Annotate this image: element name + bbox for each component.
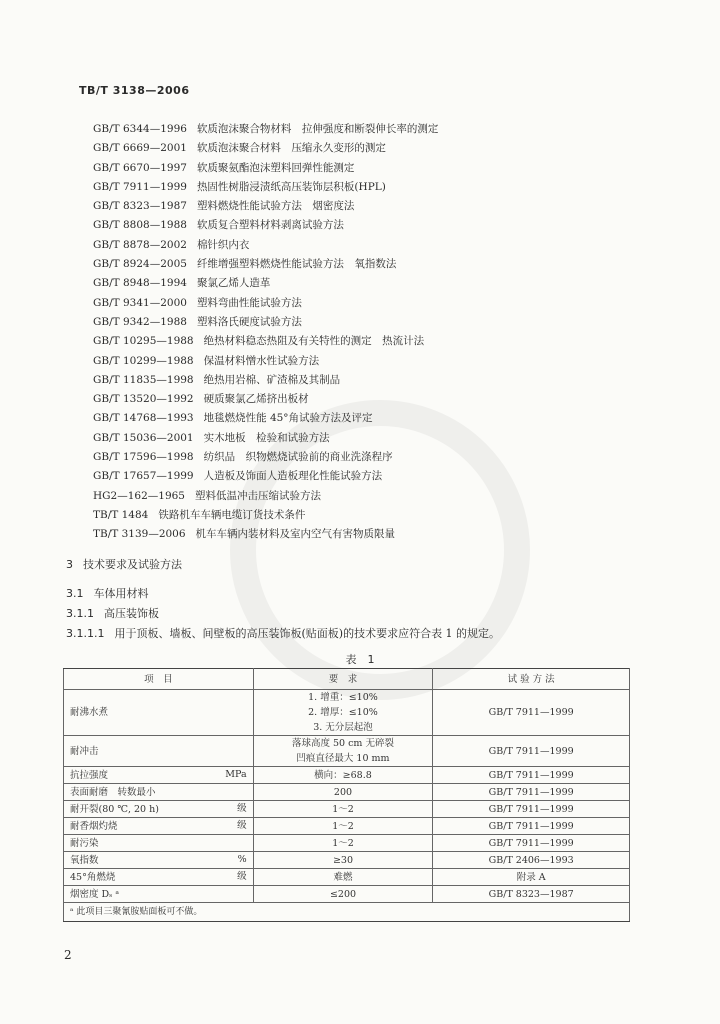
section-number: 3 bbox=[66, 558, 73, 571]
reference-item bbox=[93, 390, 438, 409]
reference-item bbox=[93, 352, 438, 371]
reference-title: 棉针织内衣 bbox=[196, 238, 250, 251]
reference-code: GB/T 14768—1993 bbox=[93, 412, 194, 425]
reference-item bbox=[93, 255, 438, 274]
section-3-1-1-1-paragraph bbox=[66, 625, 500, 641]
item-label: 氧指数 bbox=[70, 854, 99, 866]
reference-code: TB/T 1484 bbox=[93, 508, 149, 521]
reference-item bbox=[93, 236, 438, 255]
paragraph-text: 用于顶板、墙板、间壁板的高压装饰板(贴面板)的技术要求应符合表 1 的规定。 bbox=[114, 627, 501, 640]
reference-item bbox=[93, 294, 438, 313]
requirement-cell bbox=[253, 835, 433, 852]
reference-code: GB/T 9342—1988 bbox=[93, 315, 187, 328]
reference-title: 纺织品 织物燃烧试验前的商业洗涤程序 bbox=[203, 451, 393, 464]
table-row bbox=[64, 852, 630, 869]
section-title: 车体用材料 bbox=[93, 587, 149, 600]
section-3-1-1-heading bbox=[66, 605, 159, 621]
reference-title: 铁路机车车辆电缆订货技术条件 bbox=[158, 508, 306, 521]
item-label: 45°角燃烧 bbox=[70, 871, 116, 883]
reference-item bbox=[93, 525, 438, 544]
item-cell bbox=[64, 767, 254, 784]
method-cell: GB/T 7911—1999 bbox=[433, 767, 630, 784]
item-unit: 级 bbox=[237, 803, 247, 814]
table-row bbox=[64, 801, 630, 818]
reference-title: 硬质聚氯乙烯挤出板材 bbox=[203, 393, 309, 406]
item-cell bbox=[64, 852, 254, 869]
reference-code: GB/T 8924—2005 bbox=[93, 258, 187, 271]
method-cell: GB/T 8323—1987 bbox=[433, 886, 630, 903]
method-cell: GB/T 7911—1999 bbox=[433, 736, 630, 767]
requirement-line: 200 bbox=[333, 786, 353, 798]
method-cell: 附录 A bbox=[433, 869, 630, 886]
item-unit: % bbox=[237, 854, 247, 865]
reference-title: 塑料弯曲性能试验方法 bbox=[196, 296, 302, 309]
reference-title: 软质聚氨酯泡沫塑料回弹性能测定 bbox=[196, 161, 355, 174]
section-number: 3.1.1.1 bbox=[66, 627, 105, 640]
item-cell bbox=[64, 835, 254, 852]
reference-code: TB/T 3139—2006 bbox=[93, 528, 186, 541]
item-cell bbox=[64, 736, 254, 767]
requirement-cell bbox=[253, 818, 433, 835]
item-cell bbox=[64, 801, 254, 818]
reference-code: GB/T 6669—2001 bbox=[93, 142, 187, 155]
reference-title: 绝热用岩棉、矿渣棉及其制品 bbox=[203, 373, 341, 386]
reference-item bbox=[93, 467, 438, 486]
requirement-cell bbox=[253, 801, 433, 818]
reference-title: 塑料洛氏硬度试验方法 bbox=[196, 315, 302, 328]
method-cell: GB/T 7911—1999 bbox=[433, 801, 630, 818]
reference-code: GB/T 8323—1987 bbox=[93, 200, 187, 213]
requirement-line: 1～2 bbox=[332, 837, 354, 849]
reference-code: GB/T 8948—1994 bbox=[93, 277, 187, 290]
requirement-line: 落球高度 50 cm 无碎裂 bbox=[291, 738, 394, 749]
reference-title: 人造板及饰面人造板理化性能试验方法 bbox=[203, 470, 383, 483]
reference-code: GB/T 10299—1988 bbox=[93, 354, 194, 367]
requirement-line: 1～2 bbox=[332, 803, 354, 815]
item-label: 耐沸水煮 bbox=[70, 707, 109, 718]
method-cell: GB/T 7911—1999 bbox=[433, 690, 630, 736]
section-title: 高压装饰板 bbox=[104, 607, 159, 620]
method-cell: GB/T 7911—1999 bbox=[433, 818, 630, 835]
reference-title: 绝热材料稳态热阻及有关特性的测定 热流计法 bbox=[203, 335, 425, 348]
item-label: 抗拉强度 bbox=[70, 769, 109, 781]
requirement-line: ≤200 bbox=[329, 888, 357, 900]
section-number: 3.1.1 bbox=[66, 607, 94, 620]
reference-item bbox=[93, 178, 438, 197]
reference-item bbox=[93, 448, 438, 467]
item-label: 耐污染 bbox=[70, 837, 99, 849]
technical-requirements-table bbox=[63, 668, 630, 922]
item-unit: 级 bbox=[237, 871, 247, 882]
reference-title: 保温材料憎水性试验方法 bbox=[203, 354, 320, 367]
requirement-cell bbox=[253, 767, 433, 784]
table-footnote-row bbox=[64, 903, 630, 922]
reference-item bbox=[93, 506, 438, 525]
section-3-heading bbox=[66, 556, 182, 572]
requirement-cell bbox=[253, 886, 433, 903]
table-footnote: ᵃ 此项目三聚氰胺贴面板可不做。 bbox=[64, 903, 630, 922]
reference-code: GB/T 6344—1996 bbox=[93, 123, 187, 135]
reference-title: 纤维增强塑料燃烧性能试验方法 氧指数法 bbox=[196, 258, 397, 271]
standard-header: TB/T 3138—2006 bbox=[79, 84, 190, 97]
item-cell bbox=[64, 886, 254, 903]
requirement-line: 凹痕直径最大 10 mm bbox=[296, 753, 390, 764]
reference-title: 软质泡沫聚合物材料 拉伸强度和断裂伸长率的测定 bbox=[196, 123, 439, 135]
section-title: 技术要求及试验方法 bbox=[83, 558, 182, 571]
item-label: 耐冲击 bbox=[70, 745, 99, 757]
table-row bbox=[64, 784, 630, 801]
column-header-item: 项 目 bbox=[64, 669, 254, 690]
reference-title: 地毯燃烧性能 45°角试验方法及评定 bbox=[203, 412, 373, 425]
requirement-line: 1～2 bbox=[332, 820, 354, 832]
reference-item bbox=[93, 159, 438, 178]
requirement-line: 横向：≥68.8 bbox=[314, 769, 372, 781]
item-label: 耐开裂(80 ℃, 20 h) bbox=[70, 803, 159, 815]
reference-title: 实木地板 检验和试验方法 bbox=[203, 431, 330, 444]
table-row bbox=[64, 818, 630, 835]
reference-code: GB/T 9341—2000 bbox=[93, 296, 187, 309]
table-title: 表 1 bbox=[345, 653, 375, 666]
reference-item bbox=[93, 197, 438, 216]
item-cell bbox=[64, 690, 254, 736]
reference-title: 聚氯乙烯人造革 bbox=[196, 277, 271, 290]
requirement-cell bbox=[253, 784, 433, 801]
reference-code: HG2—162—1965 bbox=[93, 489, 185, 502]
reference-code: GB/T 10295—1988 bbox=[93, 335, 194, 348]
page-number: 2 bbox=[64, 948, 72, 962]
table-row bbox=[64, 835, 630, 852]
reference-item bbox=[93, 120, 438, 139]
reference-code: GB/T 8808—1988 bbox=[93, 219, 187, 232]
requirement-line: 3. 无分层起泡 bbox=[313, 722, 373, 733]
reference-item bbox=[93, 139, 438, 158]
reference-title: 塑料燃烧性能试验方法 烟密度法 bbox=[196, 200, 355, 213]
reference-item bbox=[93, 487, 438, 506]
reference-title: 软质复合塑料材料剥离试验方法 bbox=[196, 219, 344, 232]
reference-title: 软质泡沫聚合材料 压缩永久变形的测定 bbox=[196, 142, 386, 155]
reference-item bbox=[93, 371, 438, 390]
reference-code: GB/T 17657—1999 bbox=[93, 470, 194, 483]
item-unit: 级 bbox=[237, 820, 247, 831]
column-header-requirement: 要 求 bbox=[253, 669, 433, 690]
requirement-line: 难燃 bbox=[333, 871, 353, 883]
reference-code: GB/T 11835—1998 bbox=[93, 373, 194, 386]
requirement-cell bbox=[253, 690, 433, 736]
table-row bbox=[64, 869, 630, 886]
reference-item bbox=[93, 274, 438, 293]
item-cell bbox=[64, 869, 254, 886]
reference-item bbox=[93, 216, 438, 235]
method-cell: GB/T 7911—1999 bbox=[433, 835, 630, 852]
requirement-cell bbox=[253, 736, 433, 767]
table-row bbox=[64, 767, 630, 784]
reference-title: 塑料低温冲击压缩试验方法 bbox=[195, 489, 321, 502]
table-row bbox=[64, 690, 630, 736]
section-3-1-heading bbox=[66, 585, 149, 601]
item-unit: MPa bbox=[225, 769, 247, 780]
requirement-line: 1. 增重：≤10% bbox=[308, 692, 378, 703]
item-label: 烟密度 Dₛ ᵃ bbox=[70, 888, 120, 900]
reference-title: 热固性树脂浸渍纸高压装饰层积板(HPL) bbox=[196, 180, 386, 193]
requirement-line: 2. 增厚：≤10% bbox=[308, 707, 378, 718]
reference-title: 机车车辆内装材料及室内空气有害物质限量 bbox=[195, 528, 396, 541]
reference-item bbox=[93, 429, 438, 448]
item-label: 耐香烟灼烧 bbox=[70, 820, 118, 832]
reference-code: GB/T 8878—2002 bbox=[93, 238, 187, 251]
requirement-cell bbox=[253, 852, 433, 869]
reference-item bbox=[93, 332, 438, 351]
reference-code: GB/T 17596—1998 bbox=[93, 451, 194, 464]
method-cell: GB/T 7911—1999 bbox=[433, 784, 630, 801]
item-cell bbox=[64, 784, 254, 801]
table-row bbox=[64, 736, 630, 767]
table-row bbox=[64, 886, 630, 903]
requirement-line: ≥30 bbox=[332, 854, 354, 866]
column-header-method: 试 验 方 法 bbox=[433, 669, 630, 690]
requirement-cell bbox=[253, 869, 433, 886]
reference-code: GB/T 15036—2001 bbox=[93, 431, 194, 444]
reference-code: GB/T 13520—1992 bbox=[93, 393, 194, 406]
section-number: 3.1 bbox=[66, 587, 84, 600]
reference-code: GB/T 6670—1997 bbox=[93, 161, 187, 174]
normative-references-list bbox=[93, 120, 438, 545]
method-cell: GB/T 2406—1993 bbox=[433, 852, 630, 869]
item-cell bbox=[64, 818, 254, 835]
item-label: 表面耐磨 转数最小 bbox=[70, 786, 156, 798]
reference-code: GB/T 7911—1999 bbox=[93, 180, 187, 193]
reference-item bbox=[93, 313, 438, 332]
reference-item bbox=[93, 409, 438, 428]
table-header-row bbox=[64, 669, 630, 690]
